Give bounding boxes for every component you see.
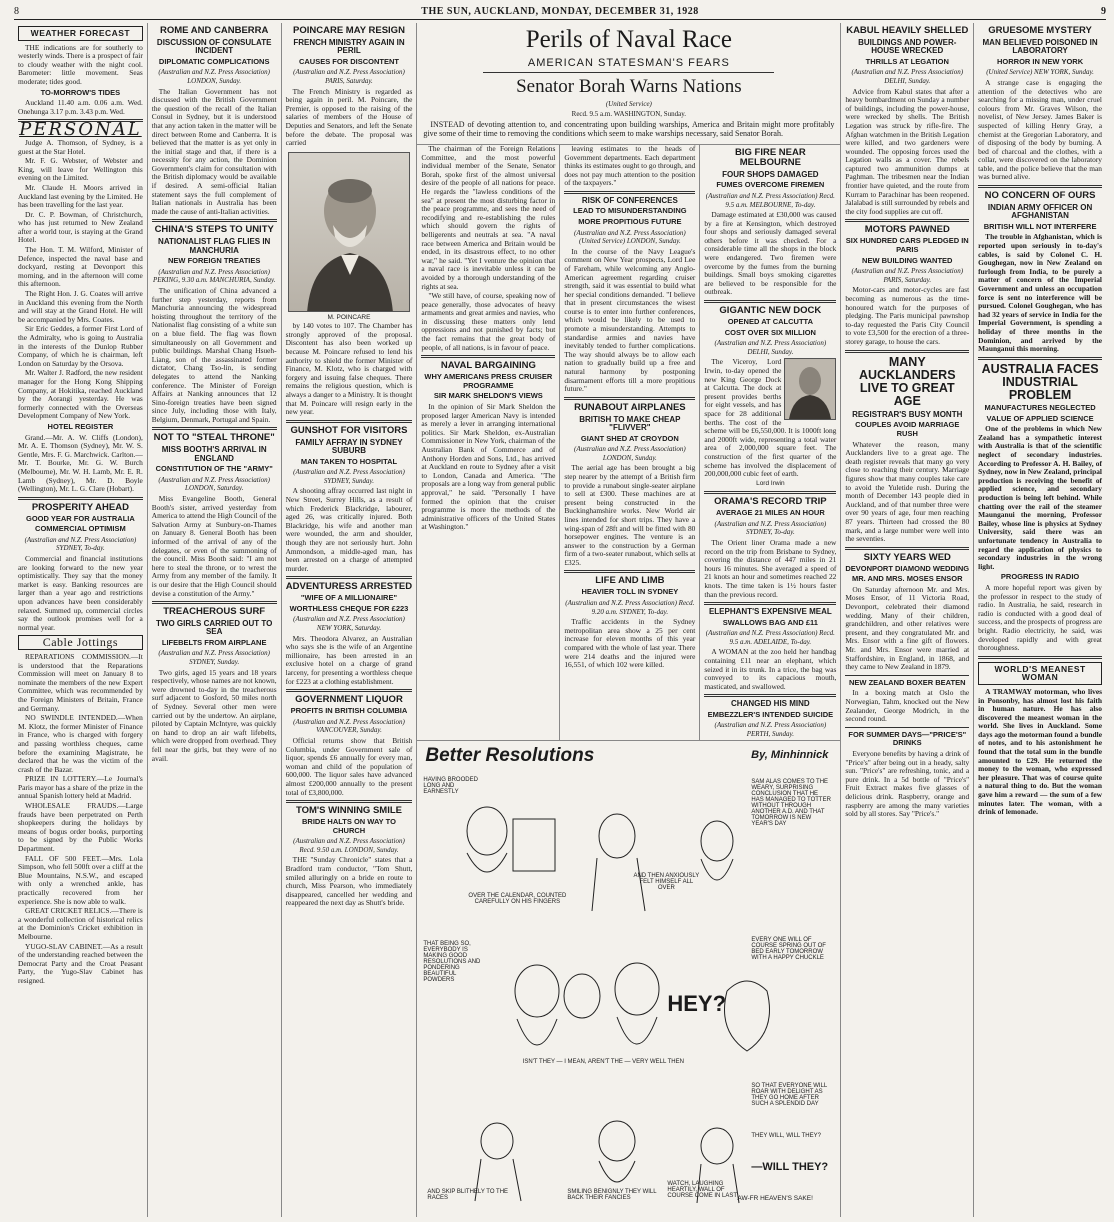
article-text: A more hopeful report was given by the professor in respect to the study of radio. In Australia, he said, research in radio is conducted with a good deal of success, and the prospects of progress are bright. Radio electricity, he said, was developed rapidly and with great thoroughness.	[978, 582, 1102, 653]
headline: NO CONCERN OF OURS	[984, 190, 1096, 202]
subhead-2: DIPLOMATIC COMPLICATIONS	[158, 56, 270, 66]
divider	[483, 72, 774, 73]
article-text: Whatever the reason, many Aucklanders live to a great age. The death register reveals that many go very close to reaching their century. Marriage figures show that many couples take care to avoid the Yuletide rush. During the month of December 143 people died in Auckland, and of that number three were over 90 years of age, four men reaching 87 years. Thirteen had crossed the 80 mark, and a large number were well into the seventies.	[845, 439, 970, 544]
article-text: The Italian Government has not discussed with the British Government the question of the recall of the Italian Consul in Sydney, but it is understood that any action taken in the matter will be direct between Rome and Canberra. It is believed that the matter is as yet only in the initial stage and that, if there is a necessity for any action, the Dominion Government's claim for consultation with the British diplomacy would be available if desired. A semi-official Italian statement says the full complement of Italian nationals in Australia has been made the cause of anti-Italian activities.	[151, 86, 277, 216]
article-text: The unification of China advanced a further step yesterday, reports from Manchuria announcing the widespread hoisting throughout the territory of the Nationalist flag consisting of a white sun on a blue field. The flag was flown simultaneously on all Government and public buildings. Marshal Chang Hsueh-Liang, son of the assassinated former dictator, Chang Tso-lin, is sending delegates to attend the Nanking conference. The Minister of Foreign Affairs at Nanking announces that 12 Sino-foreign treaties have been signed since July, including those with Italy, Belgium, Denmark, Portugal and Spain.	[151, 285, 277, 424]
column-2	[148, 23, 282, 1217]
prosperity-subhead-2: COMMERCIAL OPTIMISM	[35, 524, 126, 534]
headline: MANY AUCKLANDERS LIVE TO GREAT AGE	[859, 354, 956, 408]
credit-line: (Australian and N.Z. Press Association) DELHI, Sunday.	[851, 68, 964, 85]
masthead	[14, 4, 1106, 20]
subhead: FRENCH MINISTRY AGAIN IN PERIL	[293, 37, 405, 56]
subhead-3: PROGRESS IN RADIO	[1000, 572, 1080, 582]
subhead-2: WORTHLESS CHEQUE FOR £223	[289, 603, 409, 613]
cartoon-caption: SAM ALAS COMES TO THE WEARY, SURPRISING CONCLUSION THAT HE HAS MANAGED TO TOTTER WITHOUT THROUGH ANOTHER A.D. AND THAT TOMORROW IS NEW YEAR'S DAY	[751, 779, 831, 827]
credit-line: (Australian and N.Z. Press Association) PARIS, Saturday.	[293, 68, 405, 85]
column-4	[417, 145, 560, 740]
cartoon-title: Better Resolutions	[425, 745, 595, 766]
headline: GRUESOME MYSTERY	[988, 25, 1092, 36]
subhead: REGISTRAR'S BUSY MONTH	[852, 410, 963, 420]
article-text: leaving estimates to the heads of Government departments. Each department thinks its estimates ought to go through, and does not pay much attention to the position of the taxpayers."	[564, 145, 696, 188]
jotting-item: YUGO-SLAV CABINET.—As a result of the understanding reached between the Democrat Party and the Croat Peasant Party, the Yugo-Slav Cabinet has resigned.	[18, 941, 143, 985]
feature-lead: INSTEAD of devoting attention to, and concentrating upon building warships, America and Britain might more profitably give some of their time to removing the conditions which seem to make warships necessary, said Senator Borah.	[423, 120, 835, 138]
cartoon-byline: By, Minhinnick	[751, 749, 829, 761]
cartoon-caption: —WILL THEY?	[751, 1161, 829, 1173]
article-text: The chairman of the Foreign Relations Committee, and the most powerful individual member of the Senate, Senator Borah, spoke first of the almost universal desire of the people of all nations for peace. He regards the "lawless conditions of the sea" at present the most disturbing factor in the peace programme, and sees the need of recodifying and re-establishing the rules which should govern the rights of belligerents and neutrals at sea. "A naval race between America and Britain would be ended, in its disastrous effect, to no other war," he said. "Yet I venture the opinion that a naval race is inevitable unless it can be avoided by a thorough understanding of the rights at sea.	[421, 145, 556, 291]
subhead-2: NEW BUILDING WANTED	[862, 255, 953, 265]
divider	[845, 727, 969, 728]
subhead: BRITISH TO MAKE CHEAP "FLIVVER"	[579, 414, 681, 433]
jotting-item: PRIZE IN LOTTERY.—Le Journal's Paris mayor has a share of the prize in the annual Spanish lottery held at Madrid.	[18, 774, 143, 801]
subhead-2: VALUE OF APPLIED SCIENCE	[986, 413, 1094, 423]
portrait-caption: Lord Irwin	[756, 479, 785, 487]
column-3	[282, 23, 418, 1217]
subhead-2: THRILLS AT LEGATION	[865, 56, 949, 66]
columns	[14, 23, 1106, 1217]
article-text: In the course of the Navy League's comment on New Year prospects, Lord Lee of Fareham, while welcoming any Anglo-American agreement regarding cruiser strength, said it was essential to build what her special conditions demanded. "I believe that in present circumstances the wisest course is to enter into further conferences, which would be likely to be used to promote a misunderstanding. Attempts to standardise armies and navies have inevitably tended to further complications. The way should always be to allow each nation to gradually build up a free and natural harmony by postponing disarmament efforts till a more propitious future."	[564, 246, 696, 394]
headline: CHINA'S STEPS TO UNITY	[154, 224, 274, 236]
personal-item: Dr. C. P. Bowman, of Christchurch, who has just returned to New Zealand after a world tour, is staying at the Grand Hotel.	[18, 209, 143, 245]
jotting-item: REPARATIONS COMMISSION.—It is understood that the Reparations Commission will meet on January 8 to nominate the members of the new Expert Committee, which was recommended by the Foreign Ministers of Britain, France and Germany.	[18, 651, 143, 713]
jotting-item: WHOLESALE FRAUDS.—Large frauds have been perpetrated on Perth shopkeepers during the holidays by means of bogus order books, purporting to be signed by the Public Works Department.	[18, 801, 143, 854]
headline: ORAMA'S RECORD TRIP	[714, 496, 827, 508]
divider	[845, 219, 969, 222]
personal-item: The Hon. T. M. Wilford, Minister of Defence, inspected the naval base and dockyard, resting at Devonport this morning, and in the afternoon will come this afternoon.	[18, 245, 143, 289]
divider	[564, 191, 695, 194]
subhead: FAMILY AFFRAY IN SYDNEY SUBURB	[295, 437, 403, 456]
article-text: Miss Evangeline Booth, General Booth's sister, arrived yesterday from America to attend the High Council of the Salvation Army at Sunbury-on-Thames on January 8. General Booth has been informed of the arrival of any of the delegates, or even of the summoning of the council. Miss Booth said: "I am not here to steal the throne, or to wrest the Army from any member of the family. It is our desire that the High Council should devise a constitution of the Army."	[151, 494, 277, 598]
personal-item: Sir Eric Geddes, a former First Lord of the Admiralty, who is going to Australia in the interests of the Dunlop Rubber Company, of which he is chairman, left London on Saturday by the Orsova.	[18, 324, 143, 368]
divider	[152, 427, 277, 430]
article-text: One of the problems in which New Zealand has a sympathetic interest with Australia is that of the scientific neglect of secondary industries. According to Professor A. H. Bailey, of Sydney, now in New Zealand, principal production is receiving the benefit of applied science, and secondary production is being left behind. While chatting over the rail of the steamer Maunganui the morning, Professor Bailey, whose line is physics at Sydney University, said there was an unfortunate tendency in Australia to regard the application of physics to secondary industries in the wrong light.	[978, 424, 1102, 571]
headline: POINCARE MAY RESIGN	[293, 25, 405, 36]
article-text: Traffic accidents in the Sydney metropolitan area show a 25 per cent increase for eleven months of this year compared with the whole of last year. There were 214 deaths and the injured were 16,551, of which 102 were killed.	[564, 617, 696, 670]
subhead: DEVONPORT DIAMOND WEDDING	[845, 563, 970, 573]
feature-headline: Perils of Naval Race	[525, 26, 732, 53]
headline: BIG FIRE NEAR MELBOURNE	[734, 147, 806, 168]
cartoon-hey: HEY?	[667, 991, 727, 1016]
headline: NEW ZEALAND BOXER BEATEN	[849, 677, 966, 687]
article-text: Official returns show that British Columbia, under Government sale of liquor, spends £6 annually for every man, woman and child of the population of 600,000. The liquor sales have advanced almost £200,000 annually to the present total of £3,800,000.	[285, 735, 413, 797]
headline: GIGANTIC NEW DOCK	[719, 305, 822, 317]
cartoon-caption: AND THEN ANXIOUSLY FELT HIMSELF ALL OVER	[633, 873, 700, 891]
cartoon-caption: AW-FR HEAVEN'S SAKE!	[737, 1195, 813, 1202]
feature-subhead: AMERICAN STATESMAN'S FEARS	[527, 57, 730, 69]
divider	[978, 357, 1102, 360]
subhead-2: SIR MARK SHELDON'S VIEWS	[433, 391, 543, 401]
article-text: In the opinion of Sir Mark Sheldon the proposed larger American Navy is intended as merely a lever in arranging international politics. Sir Mark Sheldon, ex-Australian Commissioner in New York, chairman of the Australian Bank of Commerce and of Anthony Horden and Sons, Ltd., has arrived at Auckland en route to Sydney after a visit to London, Canada and America. "The proposals are a long way from general public approval," he said. "Personally I have formed the opinion that the cruiser programme is more the methods of the administrative officers of the United States at Washington."	[421, 402, 556, 532]
feature-credit: (United Service)	[605, 100, 652, 108]
credit-line: (Australian and N.Z. Press Association) LONDON, Sunday.	[574, 445, 686, 462]
subhead: BRIDE HALTS ON WAY TO CHURCH	[302, 817, 396, 835]
subhead: EMBEZZLER'S INTENDED SUICIDE	[707, 709, 834, 719]
headline: KABUL HEAVILY SHELLED	[846, 25, 969, 36]
article-text: A TRAMWAY motorman, who lives in Ponsonby, has almost lost his faith in human nature. He has also discovered the meanest woman in the world. She lives in Auckland. Some days ago the motorman found a bundle of notes, and to his astonishment he found that the total sum in the bundle amounted to £29. He returned the money to the woman, who expressed her pleasure. That was of course quite a natural thing to do. But the woman gave him a reward — the sum of a few minutes later. The woman, with a drink of lemonade.	[978, 686, 1102, 817]
article-text: Advice from Kabul states that after a heavy bombardment on Sunday a number of buildings, including the power-house, were wrecked by shells. The British Legation was struck by rifle-fire. The Afghan watchmen in the British Legation were killed, and two gardeners were wounded. The opposing forces used the Legation walls as a cover. The rebels captured two ammunition dumps at Paghman. The tribesmen near the Indian frontier have quieted, and the route from Kurram to Parachinar has been reopened. Jalalabad is still surrounded by rebels and the city food supplies are cut off.	[845, 86, 970, 216]
headline: TOM'S WINNING SMILE	[295, 805, 402, 817]
subhead-2: GIANT SHED AT CROYDON	[580, 433, 679, 443]
credit-line: (Australian and N.Z. Press Association) PEKING, 9.30 a.m. MANCHURIA, Sunday.	[152, 267, 276, 285]
subhead-2: MORE PROPITIOUS FUTURE	[578, 216, 682, 226]
article-text: Mrs. Theodora Alvarez, an Australian who says she is the wife of an Argentine millionaire, has been arrested in an exclusive hotel on a charge of grand larceny, for presenting a worthless cheque for £223 at a clothing establishment.	[285, 633, 413, 686]
credit-line: (Australian and N.Z. Press Association) SYDNEY, Sunday.	[158, 649, 270, 667]
subhead-2: COUPLES AVOID MARRIAGE RUSH	[855, 420, 960, 439]
headline: LIFE AND LIMB	[595, 575, 665, 587]
headline: WORLD'S MEANEST WOMAN	[978, 662, 1102, 685]
column-5	[560, 145, 700, 740]
subhead: FOUR SHOPS DAMAGED	[722, 169, 819, 179]
article-text: On Saturday afternoon Mr. and Mrs. Moses Ensor, of 11 Victoria Road, Devonport, celebrated their diamond wedding. Many of their children, grandchildren, and other relatives were present, and they congratulated Mr. and Mrs. Ensor with a fine gift of flowers. Mr. and Mrs. Ensor were married at Staffordshire, in England, in 1868, and they came to New Zealand in 1879.	[845, 584, 970, 672]
hotel-register-text: Grand.—Mr. A. W. Cliffs (London), Mr. A. E. Thomson (Sydney), Mr. W. S. Gentle, Mrs. F. G. Marchwick. Carlton.—Mr. T. Bourke, Mr. G. W. Burch (Melbourne), Mr. W. H. Lamb, Mr. E. R. Lamb (Sydney), Mr. D. Boyle (Wellington), Mr. L. G. Clare (Hobart).	[18, 432, 143, 494]
cartoon-caption: SMILING BENIGNLY THEY WILL BACK THEIR FANCIES	[567, 1189, 657, 1201]
tides-text: Auckland 11.40 a.m. 0.06 a.m. Wed. Onehunga 3.17 p.m. 3.43 p.m. Wed.	[18, 98, 143, 116]
headline: CHANGED HIS MIND	[731, 699, 810, 709]
subhead-2: HORROR IN NEW YORK	[997, 56, 1084, 66]
article-text: "We still have, of course, speaking now of peace generally, those advocates of heavy armaments and great armies and navies, who in discussing these matters only lend oppressions and not punished by facts; but the fact remains that the great body of people, of all nations, is in favour of peace.	[421, 291, 556, 352]
subhead: MAN BELIEVED POISONED IN LABORATORY	[982, 37, 1098, 56]
cartoon-caption: HAVING BROODED LONG AND EARNESTLY	[423, 777, 478, 795]
article-text: The French Ministry is regarded as being again in peril. M. Poincare, the Premier, is opposed to the raising of the salaries of members of the House of Deputies and Senators, and left the Senate before the debate. The proposal was carried	[285, 86, 413, 148]
subhead: MANUFACTURES NEGLECTED	[984, 403, 1096, 413]
headline: ROME AND CANBERRA	[160, 25, 269, 36]
masthead-page-number: 9	[1101, 6, 1106, 17]
divider	[978, 656, 1102, 659]
cartoon	[417, 740, 840, 1210]
subhead: LEAD TO MISUNDERSTANDING	[573, 206, 687, 216]
headline: ADVENTURESS ARRESTED	[285, 581, 413, 593]
headline: SIXTY YEARS WED	[863, 551, 951, 563]
feature-section	[417, 23, 841, 1217]
divider	[286, 576, 413, 579]
headline: RUNABOUT AIRPLANES	[574, 401, 686, 413]
subhead-2: BRITISH WILL NOT INTERFERE	[983, 221, 1097, 231]
feature-headline-block	[417, 23, 840, 145]
subhead: PROFITS IN BRITISH COLUMBIA	[290, 706, 408, 716]
headline: MOTORS PAWNED	[864, 224, 950, 236]
headline: AUSTRALIA FACES INDUSTRIAL PROBLEM	[981, 361, 1099, 402]
divider	[421, 355, 555, 358]
divider	[845, 675, 969, 676]
divider	[704, 300, 836, 303]
prosperity-headline: PROSPERITY AHEAD	[31, 501, 129, 513]
personal-item: Mr. Claude H. Moors arrived in Auckland last evening by the Limited. He has been travelling for the last year.	[18, 182, 143, 210]
article-text: The trouble in Afghanistan, which is reported upon seriously in to-day's cables, is said by Colonel C. H. Goughegan, now in New Zealand on furlough from India, to be purely a matter of concern of the Imperial Government and unless an occupation force is sent no interference will be pursued. Colonel Goughegan, who has had 32 years of service in India for the Imperial Government, is spending a holiday of three months in the Dominion, and arrived by the Maunganui this morning.	[978, 232, 1102, 354]
credit-line: (Australian and N.Z. Press Association) PERTH, Sunday.	[714, 721, 827, 738]
credit-line: (United Service) NEW YORK, Sunday.	[986, 68, 1094, 77]
article-text: A WOMAN at the zoo held her handbag containing £11 near an elephant, which seized it in its trunk. In a trice, the bag was conveyed to its capacious mouth, masticated, and swallowed.	[704, 647, 837, 691]
divider	[18, 497, 143, 500]
article-text: In a boxing match at Oslo the Norwegian, Tahm, knocked out the New Zealander, George Modrich, in the second round.	[845, 688, 970, 724]
headline: NAVAL BARGAINING	[440, 360, 536, 372]
subhead: MISS BOOTH'S ARRIVAL IN ENGLAND	[161, 445, 267, 463]
cartoon-caption: EVERY ONE WILL OF COURSE SPRING OUT OF BED EARLY TOMORROW WITH A HAPPY CHUCKLE	[751, 937, 826, 961]
divider	[704, 602, 836, 605]
jotting-item: NO SWINDLE INTENDED.—When M. Klotz, the former Minister of Finance in France, who is charged with forgery and passing worthless cheques, came before the examining Magistrate, he declared that he was the victim of the crash of the Bazar.	[18, 713, 143, 774]
prosperity-subhead: GOOD YEAR FOR AUSTRALIA	[26, 513, 135, 523]
divider	[286, 800, 413, 803]
divider	[704, 694, 836, 697]
credit-line: (Australian and N.Z. Press Association) NEW YORK, Saturday.	[293, 615, 405, 633]
divider	[152, 601, 277, 604]
poincare-portrait	[288, 152, 410, 312]
cartoon-caption: WATCH, LAUGHING HEARTILY, WALL OF COURSE COME IN LAST	[667, 1181, 738, 1199]
divider	[286, 420, 413, 423]
cartoon-caption: THEY WILL, WILL THEY?	[751, 1133, 821, 1139]
personal-item: The Right Hon. J. G. Coates will arrive in Auckland this evening from the North and will stay at the Grand Hotel. He will be accompanied by Mrs. Coates.	[18, 289, 143, 324]
article-text: A shooting affray occurred last night in New Street, Surrey Hills, as a result of which Frederick Blackridge, labourer, aged 26, was critically injured. Both Blackridge, his wife and another man were wounded, the arm and shoulder, though they are not seriously hurt. John Ammondson, a middle-aged man, has been arrested on a charge of attempted murder.	[285, 486, 413, 573]
subhead: HEAVIER TOLL IN SYDNEY	[581, 587, 679, 597]
weather-heading: WEATHER FORECAST	[18, 26, 143, 41]
credit-line: (Australian and N.Z. Press Association) Recd. 9.50 a.m. LONDON, Sunday.	[293, 837, 405, 854]
article-text: A strange case is engaging the attention of the detectives who are searching for a missing man, under cruel colours from Mr. Graves Wilson, the novelist, of New Jersey. James Baker is suspected of killing Henry Gray, a chemist at the Gregorian Laboratory, and of disposing of the body by burning. A bed of charcoal and the clothes, with a collar, were discovered on the laboratory table, and the police believe that the man was burned alive.	[978, 77, 1102, 182]
prosperity-credit: (Australian and N.Z. Press Association) SYDNEY, To-day.	[24, 535, 137, 553]
jotting-item: GREAT CRICKET RELICS.—There is a wonderful collection of historical relics at the Dominion's Cricket exhibition in Melbourne.	[18, 906, 143, 941]
subhead: BUILDINGS AND POWER-HOUSE WRECKED	[858, 37, 957, 56]
headline: ELEPHANT'S EXPENSIVE MEAL	[708, 607, 832, 617]
headline: FOR SUMMER DAYS—"PRICE'S" DRINKS	[848, 729, 967, 748]
cartoon-caption: AND SKIP BLITHELY TO THE RACES	[427, 1189, 509, 1201]
credit-line: (Australian and N.Z. Press Association) SYDNEY, To-day.	[714, 519, 827, 537]
subhead: INDIAN ARMY OFFICER ON AFGHANISTAN	[987, 203, 1093, 221]
tides-heading: TO-MORROW'S TIDES	[40, 87, 121, 97]
cable-jottings-heading: Cable Jottings	[18, 635, 143, 650]
cartoon-caption: SO THAT EVERYONE WILL ROAR WITH DELIGHT AS THEY GO HOME AFTER SUCH A SPLENDID DAY	[751, 1083, 828, 1107]
subhead: "WIFE OF A MILLIONAIRE"	[300, 593, 398, 603]
masthead-title: THE SUN, AUCKLAND, MONDAY, DECEMBER 31, 1928	[421, 6, 699, 17]
divider	[286, 689, 413, 692]
article-text: The Viceroy, Lord Irwin, to-day opened the new King George Dock at Calcutta. The dock at present provides berths for eight vessels, and has space for 28 additional berths. The cost of the scheme will be £6,550,000. It is 1000ft long and 2000ft wide, representing a total water area of 2,000,000 square feet. The construction of the first quarter of the scheme has involved the displacement of 200,000,000 cubic feet of earth.	[704, 357, 837, 479]
column-1	[14, 23, 148, 1217]
credit-line: (Australian and N.Z. Press Association) DELHI, Sunday.	[714, 339, 827, 356]
cartoon-caption: THAT BEING SO, EVERYBODY IS MAKING GOOD RESOLUTIONS AND PONDERING BEAUTIFUL POWDERS	[423, 941, 481, 983]
personal-heading: PERSONAL	[19, 119, 142, 141]
subhead: AVERAGE 21 MILES AN HOUR	[715, 508, 825, 518]
hotel-register-heading: HOTEL REGISTER	[47, 421, 114, 431]
feature-subhead-2: Senator Borah Warns Nations	[516, 76, 742, 97]
column-7	[841, 23, 974, 1217]
subhead-2: MAN TAKEN TO HOSPITAL	[300, 456, 398, 466]
prosperity-text: Commercial and financial institutions are looking forward to the new year optimistically. They say that the money market is easy. Banking resources are larger than a year ago and restrictions upon advances have been considerably relaxed. Summed up, commercial circles say the outlook promises well for a normal year.	[18, 554, 143, 632]
weather-text: THE indications are for southerly to westerly winds. There is a prospect of fair to cloudy weather with the night cool. Barometer: little movement. Seas moderate; tides good.	[18, 42, 143, 86]
cartoon-caption: OVER THE CALENDAR, COUNTED CAREFULLY ON HIS FINGERS	[468, 893, 567, 905]
subhead: SIX HUNDRED CARS PLEDGED IN PARIS	[845, 236, 969, 254]
feature-columns	[417, 145, 840, 740]
article-text: Two girls, aged 15 years and 18 years respectively, whose names are not known, were drowned to-day in the treacherous surf adjacent to Gosford, 50 miles north of Sydney. Several other men were carried out by the undertow. An airplane, piloted by Captain McIntyre, was quickly on hand to drop an air waft lifebelts, which were dropped from overhead. They fell near the girls, but they were of no avail.	[151, 667, 277, 763]
divider	[845, 547, 969, 550]
article-text: Motor-cars and motor-cycles are fast becoming as numerous as the time-honoured watch for the purposes of pledging. The Paris municipal pawnshop to-day requested the Paris City Council to vote £3,500 for the erection of a three-storey garage, to house the cars.	[845, 285, 970, 346]
divider	[845, 350, 969, 353]
divider	[152, 219, 277, 222]
headline: RISK OF CONFERENCES	[581, 195, 678, 205]
credit-line: (Australian and N.Z. Press Association) SYDNEY, Sunday.	[293, 468, 405, 485]
column-6	[700, 145, 840, 740]
feature-dateline: Recd. 9.5 a.m. WASHINGTON, Sunday.	[571, 110, 687, 118]
headline: NOT TO "STEAL THRONE"	[153, 432, 275, 444]
subhead-2: MR. AND MRS. MOSES ENSOR	[851, 574, 963, 584]
subhead: DISCUSSION OF CONSULATE INCIDENT	[156, 37, 272, 56]
subhead: OPENED AT CALCUTTA	[727, 317, 813, 327]
subhead: NATIONALIST FLAG FLIES IN MANCHURIA	[158, 237, 271, 255]
subhead-2: NEW FOREIGN TREATIES	[168, 256, 261, 266]
personal-item: Judge A. Thomson, of Sydney, is a guest at the Star Hotel.	[18, 137, 143, 156]
credit-line: (Australian and N.Z. Press Association) PARIS, Saturday.	[851, 267, 964, 284]
credit-line: (Australian and N.Z. Press Association) Recd. 9.5 a.m. ADELAIDE, To-day.	[705, 629, 835, 646]
credit-line: (Australian and N.Z. Press Association) VANCOUVER, Sunday.	[293, 717, 405, 735]
lord-irwin-portrait	[784, 358, 836, 420]
headline: GUNSHOT FOR VISITORS	[290, 424, 408, 436]
credit-line: (Australian and N.Z. Press Association) LONDON, Sunday.	[158, 68, 270, 85]
subhead-2: FUMES OVERCOME FIREMEN	[716, 180, 825, 190]
divider	[564, 397, 695, 400]
masthead-left: 8	[14, 6, 19, 17]
subhead: SWALLOWS BAG AND £11	[722, 617, 818, 627]
subhead-2: COST OVER SIX MILLION	[724, 327, 816, 337]
subhead-2: LIFEBELTS FROM AIRPLANE	[161, 637, 267, 647]
cartoon-caption: ISN'T THEY — I MEAN, AREN'T THE — VERY WELL THEN	[522, 1059, 684, 1065]
portrait-caption: M. POINCARE	[327, 313, 371, 321]
headline: GOVERNMENT LIQUOR	[295, 694, 403, 706]
article-text: Damage estimated at £30,000 was caused by a fire at Kensington, which destroyed four shops and seriously damaged several others before it was checked. For a considerable time all the shops in the block were endangered. Two firemen were overcome by the fumes from the burning buildings. Small boys smoking cigarettes are believed to be responsible for the outbreak.	[704, 210, 837, 297]
headline: TREACHEROUS SURF	[163, 606, 266, 618]
divider	[564, 570, 695, 573]
credit-line: (Australian and N.Z. Press Association) (United Service) LONDON, Sunday.	[574, 228, 686, 246]
divider	[704, 491, 836, 494]
article-text: by 140 votes to 107. The Chamber has strongly approved of the proposal. Discontent has also been worked up because M. Poincare refused to lend his authority to shield the former Minister of Finance, M. Klotz, who is charged with forgery and issuing false cheques. There remains the religious question, which is always a danger to a Ministry. It is thought that M. Poincare will resign early in the new year.	[285, 321, 413, 417]
column-8	[974, 23, 1106, 1217]
article-text: The aerial age has been brought a big step nearer by the attempt of a British firm to provide a runabout single-seater airplane to sell at £300. These machines are at present being constructed in the Buckinghamshire works. New World air lines intended for short trips. They have a wing-span of 28ft and will be fitted with 80 horsepower engines. The venture is an answer to the construction by a German firm of a two-seater runabout, which sells at £325.	[564, 463, 696, 567]
divider	[978, 185, 1102, 188]
article-text: The Orient liner Orama made a new record on the trip from Brisbane to Sydney, covering the distance of 447 miles in 21 hours 16 minutes. She averaged a speed of 21 knots an hour and sometimes reached 22 knots. The time taken is 1½ hours faster than the previous record.	[704, 538, 837, 599]
credit-line: (Australian and N.Z. Press Association) LONDON, Saturday.	[158, 475, 270, 493]
article-text: Everyone benefits by having a drink of "Price's" after being out in a heady, salty sun. "Price's" are refreshing, tonic, and a pure drink. In a 5d bottle of "Price's" Fruit Extract makes five glasses of delicious drink. Raspberry, orange and raspberry are among the many varieties sold by all stores. Say "Price's."	[845, 748, 970, 819]
personal-item: Mr. F. G. Webster, of Webster and King, will leave for Wellington this evening on the Limited.	[18, 156, 143, 183]
credit-line: (Australian and N.Z. Press Association) Recd. 9.20 a.m. SYDNEY, To-day.	[565, 599, 695, 616]
subhead-2: CAUSES FOR DISCONTENT	[298, 56, 399, 66]
subhead-2: CONSTITUTION OF THE "ARMY"	[155, 464, 273, 474]
jotting-item: FALL OF 500 FEET.—Mrs. Lola Simpson, who fell 500ft over a cliff at the Blue Mountains, N.S.W., and escaped with only a wrenched ankle, has practically recovered from her experience. She is now able to walk.	[18, 853, 143, 906]
credit-line: (Australian and N.Z. Press Association) Recd. 9.5 a.m. MELBOURNE, To-day.	[705, 191, 835, 209]
personal-item: Mr. Walter J. Radford, the new resident manager for the Hong Kong Shipping Company, at Hokitika, reached Auckland by the Aorangi yesterday. He was formerly connected with the Overseas Development Company of New York.	[18, 368, 143, 421]
subhead: TWO GIRLS CARRIED OUT TO SEA	[156, 619, 273, 637]
subhead: WHY AMERICANS PRESS CRUISER PROGRAMME	[424, 372, 553, 390]
article-text: THE "Sunday Chronicle" states that a Bradford tram conductor, "Tom Shutt, smiled alluringly on a bride en route to church, Miss Pearson, who immediately disappeared, cancelled her wedding and reappeared the next day as Shutt's bride.	[285, 855, 413, 908]
